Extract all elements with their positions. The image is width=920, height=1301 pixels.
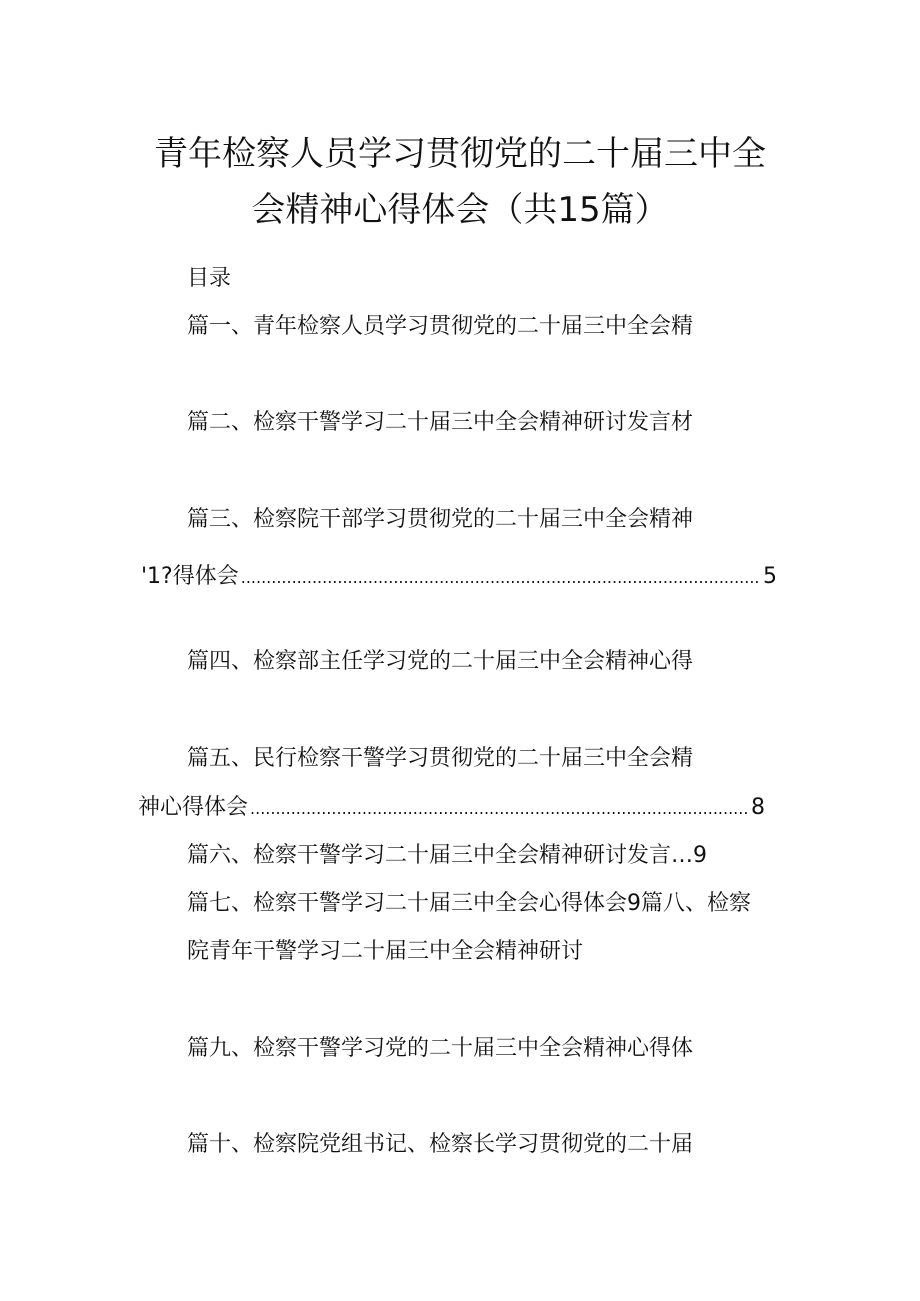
toc-entry-4: 篇四、检察部主任学习党的二十届三中全会精神心得 [187, 649, 694, 674]
toc-entry-text: 神心得体会 [138, 795, 249, 820]
document-title-line-2: 会精神心得体会（共15篇） [251, 190, 669, 230]
toc-entry-text: '1?得体会 [141, 564, 239, 589]
toc-entry-7: 篇七、检察干警学习二十届三中全会心得体会9篇八、检察 [187, 891, 751, 916]
toc-page-number: 5 [763, 564, 777, 589]
toc-entry-10: 篇十、检察院党组书记、检察长学习贯彻党的二十届 [187, 1132, 694, 1157]
toc-entry-8: 院青年干警学习二十届三中全会精神研讨 [187, 939, 584, 964]
dot-leader [250, 795, 749, 823]
toc-entry-9: 篇九、检察干警学习党的二十届三中全会精神心得体 [187, 1036, 694, 1061]
toc-entry-3: 篇三、检察院干部学习贯彻党的二十届三中全会精神 [187, 507, 694, 532]
toc-entry-1: 篇一、青年检察人员学习贯彻党的二十届三中全会精 [187, 314, 694, 339]
toc-entry-5: 篇五、民行检察干警学习贯彻党的二十届三中全会精 [187, 746, 694, 771]
toc-entry-2: 篇二、检察干警学习二十届三中全会精神研讨发言材 [187, 410, 694, 435]
document-title-line-1: 青年检察人员学习贯彻党的二十届三中全 [154, 134, 766, 174]
toc-entry-5-continuation [138, 794, 765, 823]
toc-heading: 目录 [187, 266, 232, 291]
dot-leader [241, 564, 761, 592]
toc-entry-6: 篇六、检察干警学习二十届三中全会精神研讨发言…9 [187, 843, 707, 868]
toc-page-number: 8 [751, 795, 765, 820]
toc-entry-3-continuation [141, 563, 777, 592]
